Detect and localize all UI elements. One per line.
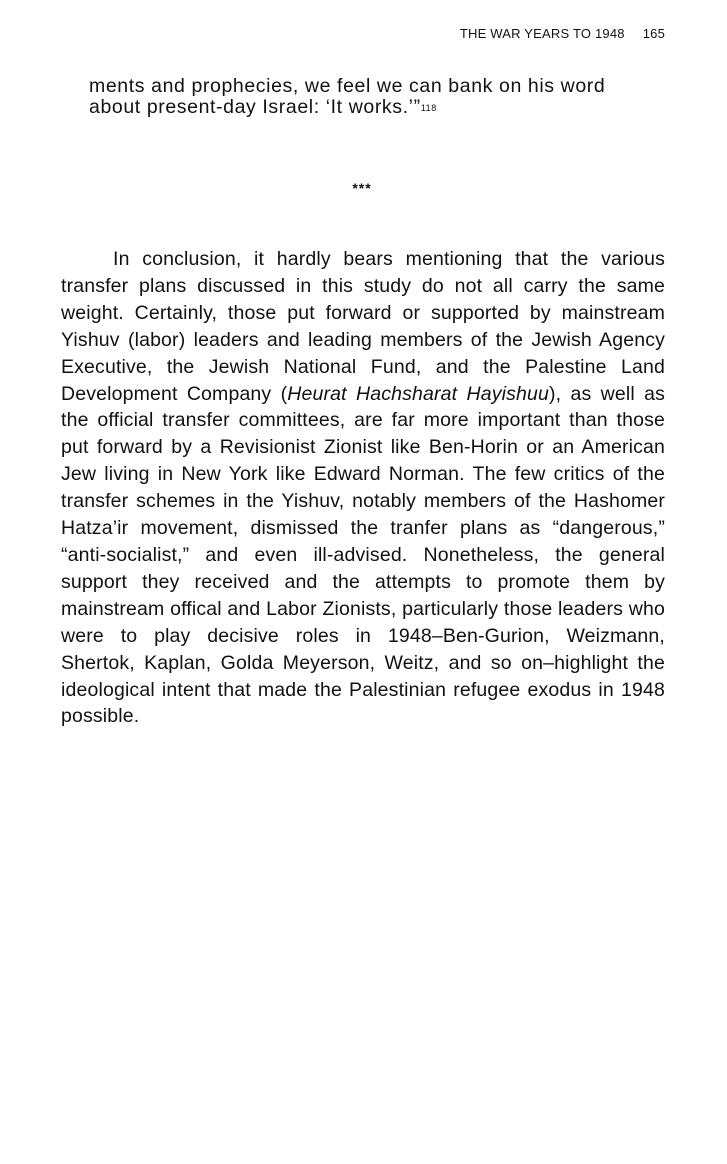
section-break bbox=[0, 180, 727, 196]
running-title: THE WAR YEARS TO 1948 bbox=[459, 26, 625, 41]
section-break-asterisks: *** bbox=[352, 180, 372, 196]
continued-text: ments and prophecies, we feel we can bank on his word about present-day Israel: ‘It works.’” bbox=[89, 75, 606, 118]
continued-paragraph-text bbox=[89, 76, 649, 118]
italic-hebrew-name: Heurat Hachsharat Hayishuu bbox=[287, 382, 549, 405]
conclusion-part-1: In conclusion, it hardly bears mentioning that the various transfer plans discussed in this study do not all carry the same weight. Certainly, those put forward or supported by mainstream Yishuv (labor) leaders and leading members of the Jewish Agency Executive, the Jewish National Fund, and the Palestine Land Development Company ( bbox=[61, 248, 665, 405]
conclusion-paragraph bbox=[61, 246, 665, 730]
conclusion-part-2: ), as well as the official transfer committees, are far more important than those put forward by a Revisionist Zionist like Ben-Horin or an American Jew living in New York like Edward Norman. The few critics of the transfer schemes in the Yishuv, notably members of the Hashomer Hatza’ir movement, dismissed the tranfer plans as “dangerous,” “anti-socialist,” and even ill-advised. Nonetheless, the general support they received and the attempts to promote them by mainstream offical and Labor Zionists, particularly those leaders who were to play decisive roles in 1948–Ben-Gurion, Weizmann, Shertok, Kaplan, Golda Meyerson, Weitz, and so on–highlight the ideological intent that made the Palestinian refugee exodus in 1948 possible. bbox=[61, 382, 665, 728]
conclusion-text bbox=[61, 246, 665, 730]
continued-paragraph bbox=[89, 76, 649, 118]
running-header bbox=[460, 26, 665, 41]
endnote-reference: 118 bbox=[420, 103, 437, 113]
page-number: 165 bbox=[642, 26, 665, 41]
